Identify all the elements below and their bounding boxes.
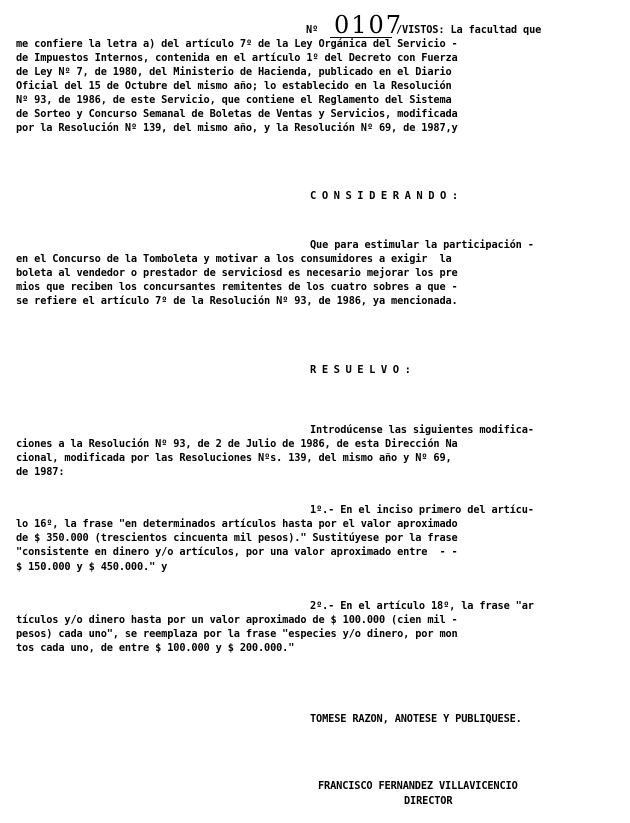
item-2-first-line: 2º.- En el artículo 18º, la frase "ar	[310, 600, 534, 612]
considerando-line: boleta al vendedor o prestador de serviciosd es necesario mejorar los pre	[16, 267, 458, 279]
vistos-line: de Impuestos Internos, contenida en el artículo 1º del Decreto con Fuerza	[16, 52, 458, 64]
resuelvo-first-line: Introdúcense las siguientes modifica-	[310, 424, 534, 436]
vistos-line: Oficial del 15 de Octubre del mismo año; lo establecido en la Resolución	[16, 80, 452, 92]
resolution-number: 0107	[334, 11, 404, 39]
item-1-line: lo 16º, la frase "en determinados artículos hasta por el valor aproximado	[16, 518, 458, 530]
item-1-line: $ 150.000 y $ 450.000." y	[16, 561, 168, 573]
vistos-line: por la Resolución Nº 139, del mismo año, y la Resolución Nº 69, de 1987,y	[16, 122, 458, 134]
closing-statement: TOMESE RAZON, ANOTESE Y PUBLIQUESE.	[310, 713, 522, 725]
item-1-first-line: 1º.- En el inciso primero del artícu-	[310, 504, 534, 516]
item-2-line: pesos) cada uno", se reemplaza por la frase "especies y/o dinero, por mon	[16, 628, 458, 640]
signatory-title: DIRECTOR	[404, 795, 453, 807]
vistos-line: me confiere la letra a) del artículo 7º de la Ley Orgánica del Servicio -	[16, 38, 458, 50]
vistos-line: de Sorteo y Concurso Semanal de Boletas de Ventas y Servicios, modificada	[16, 108, 458, 120]
vistos-intro: /VISTOS: La facultad que	[396, 24, 542, 36]
signatory-name: FRANCISCO FERNANDEZ VILLAVICENCIO	[318, 780, 518, 792]
resuelvo-line: ciones a la Resolución Nº 93, de 2 de Julio de 1986, de esta Dirección Na	[16, 438, 458, 450]
item-1-line: "consistente en dinero y/o artículos, por una valor aproximado entre - -	[16, 546, 458, 558]
number-prefix: Nº	[306, 24, 319, 36]
vistos-line: de Ley Nº 7, de 1980, del Ministerio de Hacienda, publicado en el Diario	[16, 66, 452, 78]
considerando-line: mios que reciben los concursantes remitentes de los cuatro sobres a que -	[16, 281, 458, 293]
considerando-line: se refiere el artículo 7º de la Resolución Nº 93, de 1986, ya mencionada.	[16, 295, 458, 307]
item-2-line: tículos y/o dinero hasta por un valor aproximado de $ 100.000 (cien mil -	[16, 614, 458, 626]
considerando-line: en el Concurso de la Tomboleta y motivar a los consumidores a exigir la	[16, 253, 452, 265]
vistos-line: Nº 93, de 1986, de este Servicio, que contiene el Reglamento del Sistema	[16, 94, 452, 106]
resuelvo-line: cional, modificada por las Resoluciones Nºs. 139, del mismo año y Nº 69,	[16, 452, 452, 464]
considerando-heading: CONSIDERANDO:	[310, 190, 464, 202]
resuelvo-line: de 1987:	[16, 466, 65, 478]
considerando-first-line: Que para estimular la participación -	[310, 239, 534, 251]
item-2-line: tos cada uno, de entre $ 100.000 y $ 200.000."	[16, 642, 295, 654]
resuelvo-heading: RESUELVO:	[310, 364, 417, 376]
item-1-line: de $ 350.000 (trescientos cincuenta mil pesos)." Sustitúyese por la frase	[16, 532, 458, 544]
